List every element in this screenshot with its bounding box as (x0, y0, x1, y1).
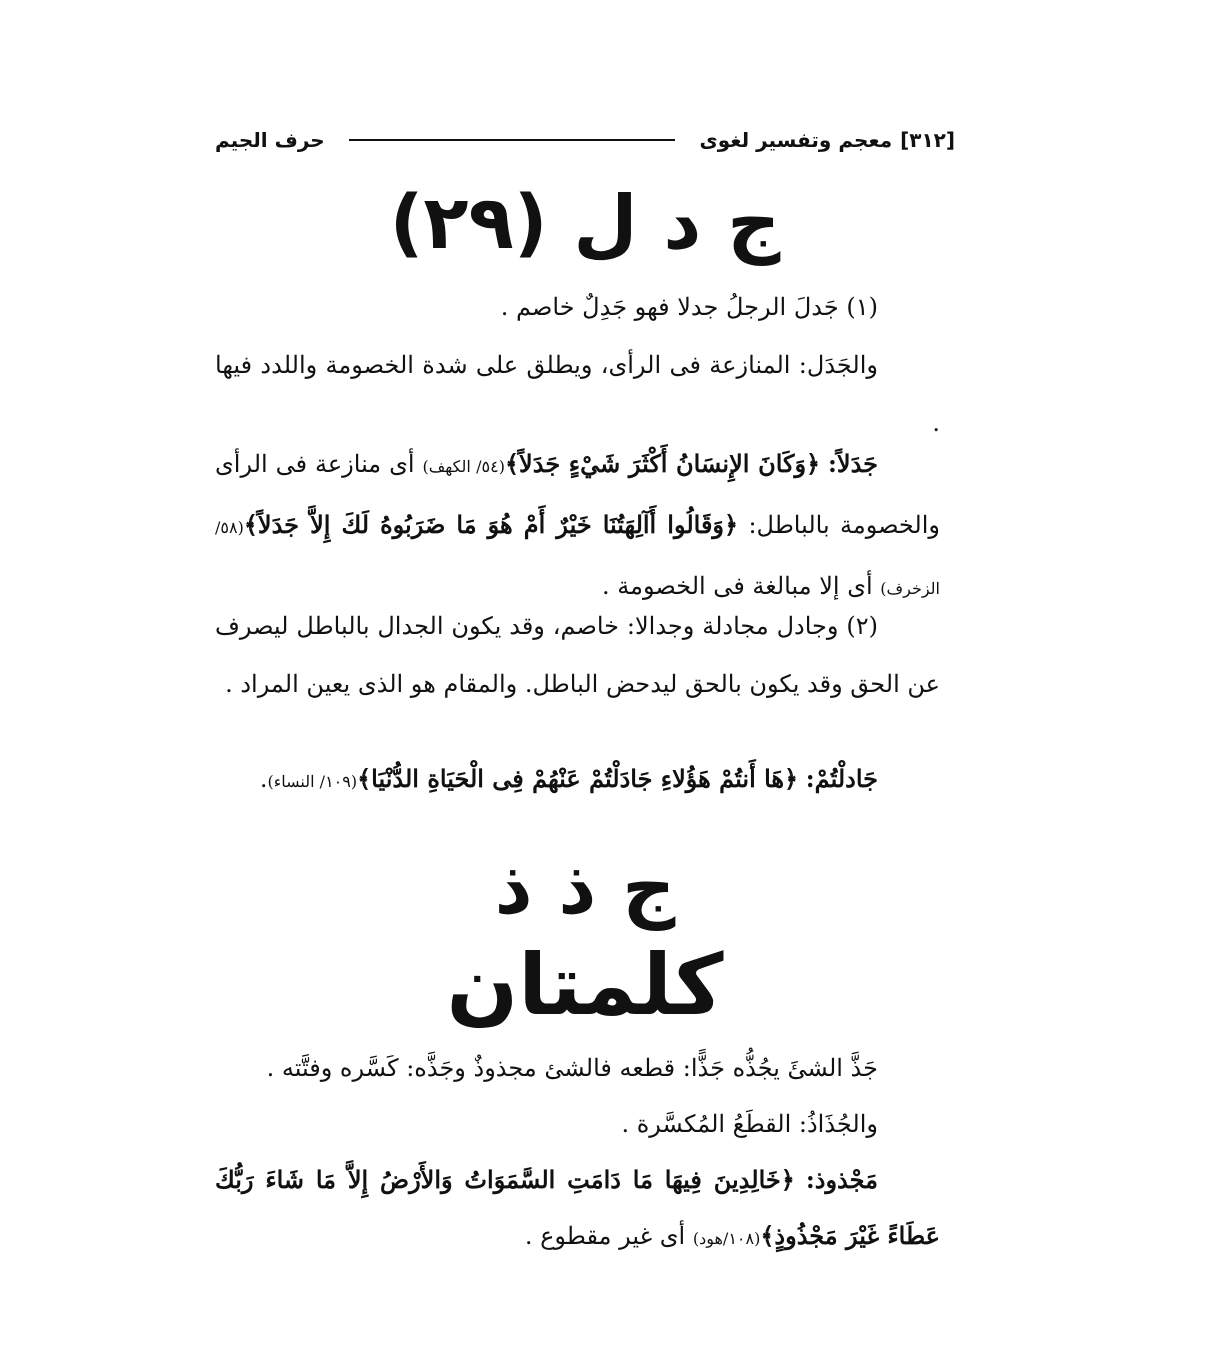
root-letters: ج د ل (573, 180, 781, 266)
root-heading-jdhdh (215, 838, 955, 938)
verse-reference: (١٠٨/هود) (692, 1229, 761, 1248)
entry-text: أى إلا مبالغة فى الخصومة . (602, 572, 873, 600)
entry-term: جَدَلاً: (828, 449, 878, 478)
entry-text: والجُذَاذُ: القطَعُ المُكسَّرة . (621, 1110, 878, 1138)
page-header (215, 120, 955, 160)
entry-jaadala (215, 597, 940, 713)
entry-number: (٢) (846, 612, 878, 640)
quran-verse: ﴿خَالِدِينَ فِيهَا مَا دَامَتِ السَّمَوَاتُ وَالأَرْضُ إِلاَّ مَا شَاءَ رَبُّكَ عَطَاءً غَيْرَ مَجْذُوذٍ﴾ (215, 1165, 940, 1250)
entry-text: أى منازعة فى الرأى والخصومة بالباطل: (215, 450, 940, 539)
header-rule (349, 139, 676, 141)
entry-end: . (259, 765, 268, 793)
entry-text: جَدلَ الرجلُ جدلا فهو جَدِلٌ خاصم . (500, 293, 839, 321)
entry-jaadaltum (215, 750, 940, 811)
verse-reference: (٥٨/ الزخرف) (215, 518, 940, 598)
entry-text: وجادل مجادلة وجدالا: خاصم، وقد يكون الجدال بالباطل ليصرف عن الحق وقد يكون بالحق ليدحض الباطل. والمقام هو الذى يعين المراد . (215, 612, 940, 698)
verse-reference: (٥٤/ الكهف) (422, 457, 505, 476)
entry-jadala (215, 278, 940, 452)
root-word-count (215, 930, 955, 1040)
page-number: [٣١٢] (900, 128, 955, 152)
book-title: معجم وتفسير لغوى (699, 128, 893, 152)
entry-term: مَجْذوذ: (805, 1165, 878, 1194)
quran-verse: ﴿وَقَالُوا أَآلِهَتُنَا خَيْرٌ أَمْ هُوَ مَا ضَرَبُوهُ لَكَ إِلاَّ جَدَلاً﴾ (243, 510, 739, 539)
quran-verse: ﴿هَا أَنتُمْ هَؤُلاءِ جَادَلْتُمْ عَنْهُمْ فِى الْحَيَاةِ الدُّنْيَا﴾ (357, 764, 799, 793)
entry-jadhdha (215, 1040, 940, 1267)
root-count: كلمتان (446, 936, 724, 1034)
entry-term: جَادلْتُمْ: (805, 764, 878, 793)
quran-verse: ﴿وَكَانَ الإِنسَانُ أَكْثَرَ شَيْءٍ جَدَلاً﴾ (504, 449, 821, 478)
root-letters: ج ذ ذ (494, 845, 676, 931)
root-heading-jdl (215, 168, 955, 278)
entry-jadalan (215, 435, 940, 618)
entry-number: (١) (846, 293, 878, 321)
entry-text: جَذَّ الشئَ يجُذُّه جَذًّا: قطعه فالشئ مجذوذٌ وجَذَّه: كَسَّره وفتَّته . (266, 1054, 878, 1082)
entry-text: أى غير مقطوع . (524, 1222, 686, 1250)
root-count: (٢٩) (389, 180, 548, 266)
section-title: حرف الجيم (215, 128, 325, 152)
verse-reference: (١٠٩/ النساء) (267, 772, 358, 791)
entry-definition: والجَدَل: المنازعة فى الرأى، ويطلق على شدة الخصومة واللدد فيها . (215, 351, 940, 437)
